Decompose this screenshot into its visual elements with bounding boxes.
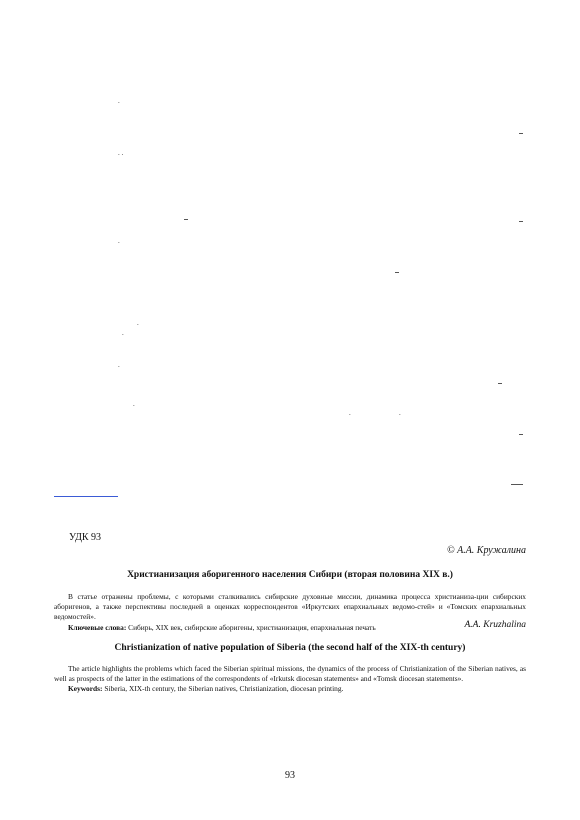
stray-mark: . bbox=[137, 319, 139, 327]
udk-code: УДК 93 bbox=[69, 532, 102, 543]
keywords-en bbox=[54, 684, 526, 694]
abstract-ru bbox=[54, 592, 526, 633]
stray-mark: . bbox=[118, 361, 120, 369]
author-en: A.A. Kruzhalina bbox=[464, 620, 526, 630]
stray-dash bbox=[395, 272, 399, 273]
footnote-separator bbox=[54, 496, 118, 497]
keywords-en-label: Keywords: bbox=[68, 684, 103, 694]
stray-mark: . . bbox=[118, 149, 124, 157]
stray-dash bbox=[519, 133, 523, 134]
abstract-en-text: The article highlights the problems which faced the Siberian spiritual missions, the dynamics of the process of Christianization of the Siberian natives, as well as prospects of the latter in the estimations of the correspondents of «Irkutsk diocesan statements» and «Tomsk diocesan statements». bbox=[54, 664, 526, 684]
title-en: Christianization of native population of Siberia (the second half of the XIX-th century) bbox=[114, 643, 466, 653]
author-ru: © А.А. Кружалина bbox=[446, 545, 526, 556]
stray-dash bbox=[519, 434, 523, 435]
stray-dash bbox=[184, 219, 188, 220]
stray-mark: . bbox=[399, 409, 401, 417]
stray-mark: . bbox=[122, 329, 124, 337]
keywords-ru bbox=[54, 623, 526, 633]
keywords-en-text: Siberia, XIX-th century, the Siberian natives, Christianization, diocesan printing. bbox=[102, 684, 344, 694]
stray-dash bbox=[519, 221, 523, 222]
abstract-en bbox=[54, 664, 526, 695]
stray-dash bbox=[511, 484, 523, 485]
stray-mark: . bbox=[133, 400, 135, 408]
stray-mark: . bbox=[118, 97, 120, 105]
page-number: 93 bbox=[285, 770, 295, 781]
title-ru: Христианизация аборигенного населения Сибири (вторая половина XIX в.) bbox=[127, 570, 453, 580]
stray-mark: . bbox=[349, 409, 351, 417]
keywords-ru-text: Сибирь, XIX век, сибирские аборигены, христианизация, епархиальная печать bbox=[126, 622, 376, 632]
abstract-ru-text: В статье отражены проблемы, с которыми сталкивались сибирские духовные миссии, динамика процесса христианиза-ции сибирских аборигенов, а также перспективы последней в оценках корреспондентов «Иркутских епархиальных ведомо-стей» и «Томских епархиальных ведомостей». bbox=[54, 592, 526, 622]
stray-dash bbox=[498, 383, 502, 384]
keywords-ru-label: Ключевые слова: bbox=[68, 622, 127, 632]
stray-mark: . bbox=[118, 237, 120, 245]
